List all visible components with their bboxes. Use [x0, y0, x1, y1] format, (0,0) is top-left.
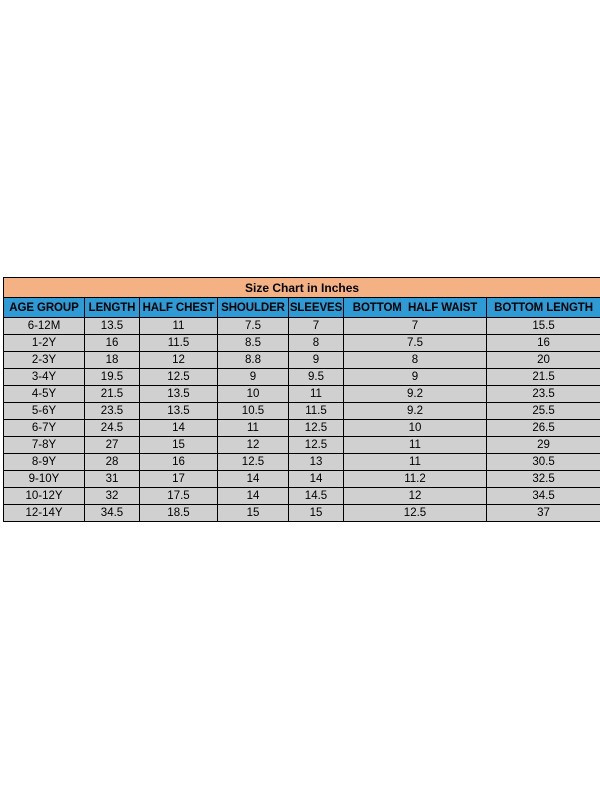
table-row	[4, 505, 600, 522]
table-row	[4, 403, 600, 420]
cell-half-chest: 15	[140, 437, 218, 454]
cell-bottom-half-waist: 11.2	[344, 471, 487, 488]
cell-bottom-half-waist: 9.2	[344, 403, 487, 420]
cell-bottom-half-waist: 12	[344, 488, 487, 505]
cell-half-chest: 12	[140, 352, 218, 369]
cell-shoulder: 10.5	[218, 403, 289, 420]
cell-age-group: 12-14Y	[4, 505, 85, 522]
cell-bottom-half-waist: 12.5	[344, 505, 487, 522]
cell-bottom-half-waist: 7.5	[344, 335, 487, 352]
cell-half-chest: 14	[140, 420, 218, 437]
cell-bottom-half-waist: 11	[344, 437, 487, 454]
cell-length: 19.5	[85, 369, 140, 386]
cell-age-group: 7-8Y	[4, 437, 85, 454]
cell-bottom-length: 34.5	[487, 488, 600, 505]
cell-sleeves: 9.5	[289, 369, 344, 386]
cell-sleeves: 15	[289, 505, 344, 522]
cell-half-chest: 17	[140, 471, 218, 488]
cell-bottom-half-waist: 8	[344, 352, 487, 369]
cell-bottom-half-waist: 9.2	[344, 386, 487, 403]
cell-shoulder: 10	[218, 386, 289, 403]
table-row	[4, 352, 600, 369]
column-header-age-group: AGE GROUP	[4, 298, 85, 318]
cell-length: 31	[85, 471, 140, 488]
table-row	[4, 437, 600, 454]
cell-shoulder: 9	[218, 369, 289, 386]
table-row	[4, 420, 600, 437]
cell-age-group: 4-5Y	[4, 386, 85, 403]
cell-length: 34.5	[85, 505, 140, 522]
cell-sleeves: 12.5	[289, 420, 344, 437]
cell-half-chest: 16	[140, 454, 218, 471]
cell-length: 28	[85, 454, 140, 471]
cell-half-chest: 17.5	[140, 488, 218, 505]
cell-age-group: 5-6Y	[4, 403, 85, 420]
cell-age-group: 9-10Y	[4, 471, 85, 488]
cell-length: 24.5	[85, 420, 140, 437]
cell-sleeves: 14.5	[289, 488, 344, 505]
cell-sleeves: 14	[289, 471, 344, 488]
cell-shoulder: 12.5	[218, 454, 289, 471]
cell-shoulder: 14	[218, 471, 289, 488]
header-row	[4, 298, 600, 318]
cell-bottom-length: 16	[487, 335, 600, 352]
cell-bottom-length: 21.5	[487, 369, 600, 386]
cell-bottom-length: 32.5	[487, 471, 600, 488]
cell-age-group: 6-12M	[4, 318, 85, 335]
table-row	[4, 369, 600, 386]
cell-length: 13.5	[85, 318, 140, 335]
table-row	[4, 386, 600, 403]
cell-sleeves: 13	[289, 454, 344, 471]
chart-title: Size Chart in Inches	[4, 278, 600, 298]
cell-length: 32	[85, 488, 140, 505]
cell-bottom-length: 23.5	[487, 386, 600, 403]
cell-shoulder: 7.5	[218, 318, 289, 335]
size-chart	[3, 277, 600, 522]
cell-bottom-length: 30.5	[487, 454, 600, 471]
cell-bottom-half-waist: 7	[344, 318, 487, 335]
cell-length: 16	[85, 335, 140, 352]
column-header-sleeves: SLEEVES	[289, 298, 344, 318]
cell-sleeves: 12.5	[289, 437, 344, 454]
cell-shoulder: 14	[218, 488, 289, 505]
cell-shoulder: 8.8	[218, 352, 289, 369]
column-header-bottom-length: BOTTOM LENGTH	[487, 298, 600, 318]
cell-age-group: 2-3Y	[4, 352, 85, 369]
cell-age-group: 3-4Y	[4, 369, 85, 386]
table-body	[4, 318, 600, 522]
cell-sleeves: 8	[289, 335, 344, 352]
cell-shoulder: 8.5	[218, 335, 289, 352]
cell-shoulder: 12	[218, 437, 289, 454]
cell-half-chest: 12.5	[140, 369, 218, 386]
cell-bottom-length: 25.5	[487, 403, 600, 420]
cell-age-group: 10-12Y	[4, 488, 85, 505]
cell-half-chest: 13.5	[140, 386, 218, 403]
table-row	[4, 471, 600, 488]
cell-length: 23.5	[85, 403, 140, 420]
cell-half-chest: 11.5	[140, 335, 218, 352]
cell-sleeves: 11.5	[289, 403, 344, 420]
title-row	[4, 278, 600, 298]
table-row	[4, 488, 600, 505]
size-chart-table	[3, 277, 600, 522]
table-row	[4, 335, 600, 352]
table-row	[4, 318, 600, 335]
cell-sleeves: 9	[289, 352, 344, 369]
column-header-bottom-half-waist: BOTTOM HALF WAIST	[344, 298, 487, 318]
cell-bottom-length: 15.5	[487, 318, 600, 335]
cell-bottom-length: 37	[487, 505, 600, 522]
cell-bottom-half-waist: 11	[344, 454, 487, 471]
cell-bottom-length: 20	[487, 352, 600, 369]
cell-shoulder: 11	[218, 420, 289, 437]
cell-half-chest: 18.5	[140, 505, 218, 522]
cell-half-chest: 11	[140, 318, 218, 335]
cell-length: 27	[85, 437, 140, 454]
cell-age-group: 1-2Y	[4, 335, 85, 352]
cell-bottom-half-waist: 10	[344, 420, 487, 437]
column-header-length: LENGTH	[85, 298, 140, 318]
cell-sleeves: 11	[289, 386, 344, 403]
cell-length: 21.5	[85, 386, 140, 403]
cell-age-group: 6-7Y	[4, 420, 85, 437]
cell-half-chest: 13.5	[140, 403, 218, 420]
column-header-shoulder: SHOULDER	[218, 298, 289, 318]
cell-bottom-half-waist: 9	[344, 369, 487, 386]
cell-age-group: 8-9Y	[4, 454, 85, 471]
column-header-half-chest: HALF CHEST	[140, 298, 218, 318]
cell-length: 18	[85, 352, 140, 369]
cell-bottom-length: 29	[487, 437, 600, 454]
cell-bottom-length: 26.5	[487, 420, 600, 437]
table-row	[4, 454, 600, 471]
cell-shoulder: 15	[218, 505, 289, 522]
cell-sleeves: 7	[289, 318, 344, 335]
